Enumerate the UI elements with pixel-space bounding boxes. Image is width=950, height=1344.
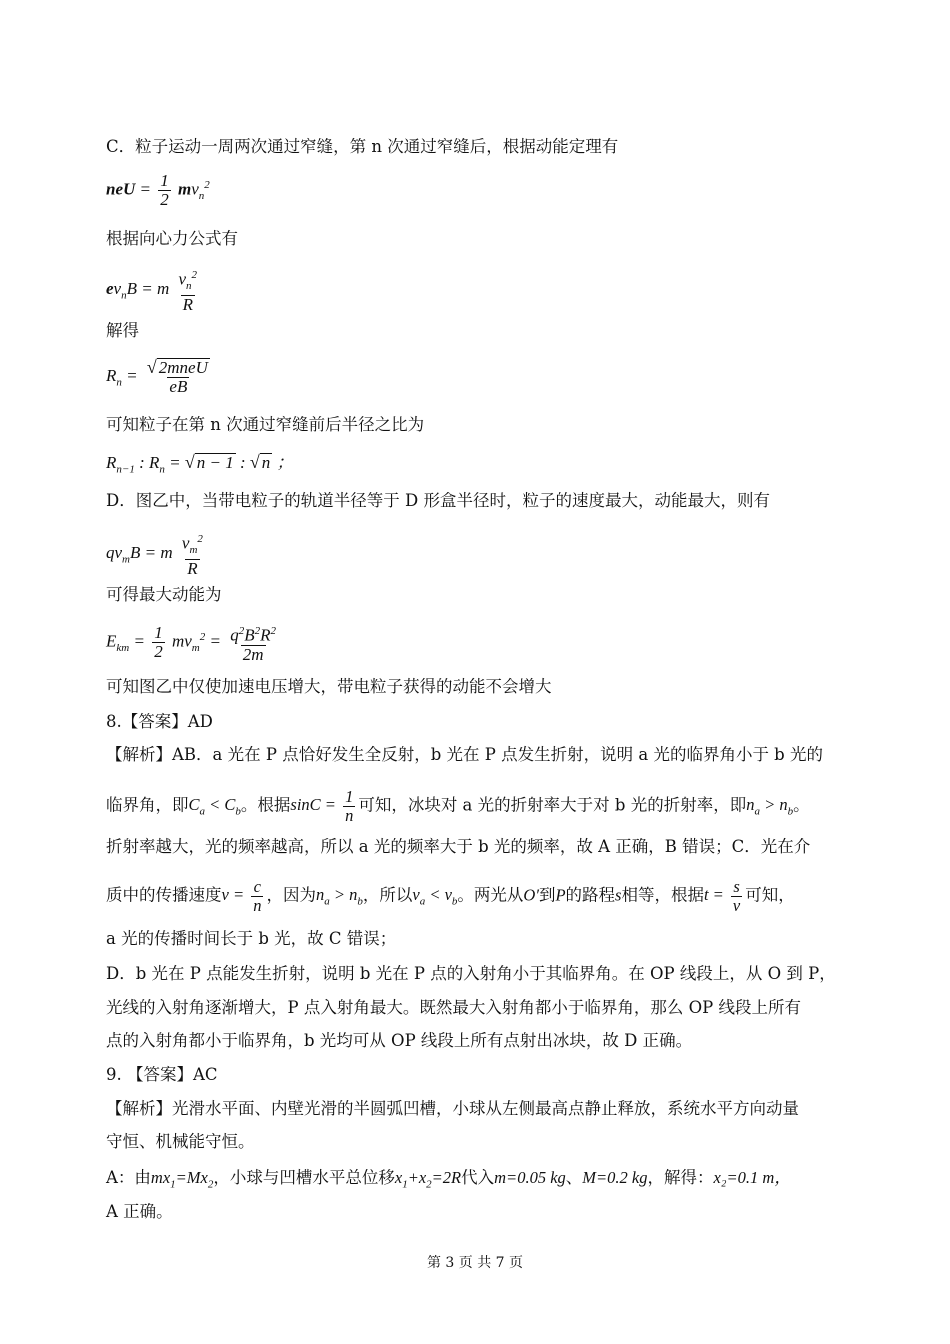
text-line: 解得 bbox=[106, 321, 139, 340]
text-line: a 光的传播时间长于 b 光，故 C 错误； bbox=[106, 929, 397, 948]
text-line: 可知粒子在第 n 次通过窄缝前后半径之比为 bbox=[106, 415, 425, 434]
text-line: 根据向心力公式有 bbox=[106, 229, 238, 248]
text-line: 点的入射角都小于临界角，b 光均可从 OP 线段上所有点射出冰块，故 D 正确。 bbox=[106, 1031, 693, 1050]
text-line: A 正确。 bbox=[106, 1202, 173, 1221]
text-line: 可得最大动能为 bbox=[106, 585, 222, 604]
text-line: 临界角，即$C_a < C_b$。根据sinC = $\frac{1}{n}$ 可知，冰块对 a 光的折射率大于对 b 光的折射率，即$n_a > n_b$。 bbox=[106, 787, 810, 825]
text-line: 【解析】AB．a 光在 P 点恰好发生全反射，b 光在 P 点发生折射，说明 a 光的临界角小于 b 光的 bbox=[106, 745, 823, 764]
answer-heading: 8.【答案】AD bbox=[106, 712, 213, 731]
text-line: A：由$mx_1=Mx_2$，小球与凹槽水平总位移$x_1+x_2=2R$代入m=0.05 kg、M=0.2 kg，解得：x₂=0.1 m， bbox=[106, 1168, 791, 1191]
answer-heading: 9. 【答案】AC bbox=[106, 1065, 218, 1084]
text-line: D．图乙中，当带电粒子的轨道半径等于 D 形盒半径时，粒子的速度最大，动能最大，则有 bbox=[106, 491, 770, 510]
text-line: 折射率越大，光的频率越高，所以 a 光的频率大于 b 光的频率，故 A 正确，B 错误；C．光在介 bbox=[106, 837, 811, 856]
text-line: C．粒子运动一周两次通过窄缝，第 n 次通过窄缝后，根据动能定理有 bbox=[106, 137, 619, 156]
page-number-footer: 第 3 页 共 7 页 bbox=[426, 1255, 524, 1271]
text-line: 【解析】光滑水平面、内壁光滑的半圆弧凹槽，小球从左侧最高点静止释放，系统水平方向动量 bbox=[106, 1099, 799, 1118]
equation-kinetic-energy: neU = $\frac{1}{2}$ $mv_n^2$ bbox=[106, 171, 210, 209]
text-line: 光线的入射角逐渐增大，P 点入射角最大。既然最大入射角都小于临界角，那么 OP 线段上所有 bbox=[106, 998, 801, 1017]
text-line: D．b 光在 P 点能发生折射，说明 b 光在 P 点的入射角小于其临界角。在 OP 线段上，从 O 到 P， bbox=[106, 964, 836, 983]
text-line: 质中的传播速度v = $\frac{c}{n}$ ，因为$n_a > n_b$，所以$v_a < v_b$。两光从O′到P的路程s相等，根据t = $\frac{s}{v}$ 可知， bbox=[106, 877, 795, 915]
text-line: 可知图乙中仅使加速电压增大，带电粒子获得的动能不会增大 bbox=[106, 677, 552, 696]
equation-radius-ratio: $R_{n-1}$ : $R_n$ = √ n − 1 : √ n ； bbox=[106, 452, 294, 476]
text-line: 守恒、机械能守恒。 bbox=[106, 1132, 255, 1151]
equation-max-kinetic-energy: $E_{km}$ = $\frac{1}{2}$ $mv_m^2$ = $\frac{q^2B^2R^2}{2m}$ bbox=[106, 623, 276, 664]
equation-max-velocity: $qv_mB = m$ $\frac{v_m^2}{R}$ bbox=[106, 533, 203, 579]
equation-centripetal: $ev_nB = m$ $\frac{v_n^2}{R}$ bbox=[106, 269, 198, 315]
equation-radius: $R_n$ = √ 2mneU eB bbox=[106, 357, 208, 396]
